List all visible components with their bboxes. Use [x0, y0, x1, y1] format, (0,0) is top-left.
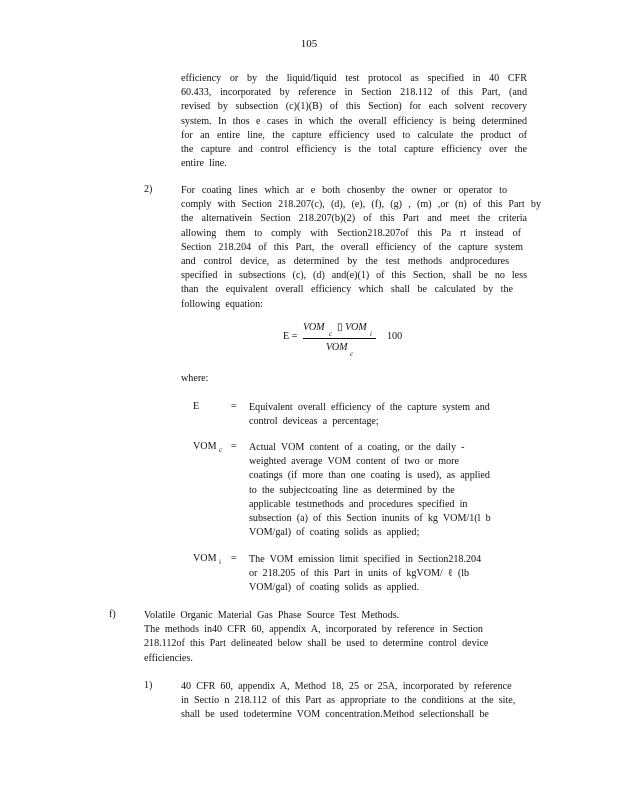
text-line: control deviceas a percentage;	[249, 416, 379, 428]
text-line: 60.433, incorporated by reference in Section 218.112 of this Part, (and	[181, 87, 527, 99]
definition-text	[249, 441, 491, 540]
equation-lhs: E =	[283, 331, 298, 342]
text-line: The VOM emission limit specified in Section218.204	[249, 554, 482, 565]
definition-text	[249, 553, 481, 596]
text-line: efficiency or by the liquid/liquid test protocol as specified in 40 CFR	[181, 73, 527, 84]
text-line: shall be used todetermine VOM concentration.Method selectionshall be	[181, 709, 489, 721]
text-line: specified in subsections (c), (d) and(e)(1) of this Section, shall be no less	[181, 270, 527, 282]
text-line: The methods in40 CFR 60, appendix A, incorporated by reference in Section	[144, 624, 483, 636]
equation-denominator-sub: c	[350, 350, 354, 358]
text-line: revised by subsection (c)(1)(B) of this Section) for each solvent recovery	[181, 101, 527, 113]
definition-equals: =	[231, 441, 237, 452]
text-line: subsection (a) of this Section inunits of kg VOM/1(l b	[249, 513, 491, 525]
definition-symbol: VOM	[193, 553, 217, 564]
text-line: Actual VOM content of a coating, or the daily -	[249, 442, 465, 453]
item-1-marker: 1)	[144, 680, 153, 691]
text-line: entire line.	[181, 158, 227, 170]
definition-equals: =	[231, 401, 237, 412]
text-line: following equation:	[181, 298, 263, 310]
definition-symbol: E	[193, 401, 200, 412]
text-line: system. In thos e cases in which the overall efficiency is being determined	[181, 115, 527, 127]
text-line: For coating lines which ar e both chosenby the owner or operator to	[181, 185, 507, 196]
definition-symbol: VOM	[193, 441, 217, 452]
definition-equals: =	[231, 553, 237, 564]
text-line: the alternativein Section 218.207(b)(2) of this Part and meet the criteria	[181, 213, 527, 225]
item-2-marker: 2)	[144, 184, 153, 195]
item-f-marker: f)	[109, 609, 116, 620]
text-line: efficiencies.	[144, 652, 193, 664]
definition-symbol-sub: i	[219, 558, 221, 566]
equation-multiplier: 100	[387, 331, 403, 342]
page-number: 105	[300, 38, 318, 50]
text-line: Section 218.204 of this Part, the overall efficiency of the capture system	[181, 241, 523, 253]
text-line: VOM/gal) of coating solids as applied;	[249, 527, 420, 539]
text-line: to the subjectcoating line as determined by the	[249, 484, 455, 496]
continuation-paragraph	[181, 72, 527, 171]
text-line: VOM/gal) of coating solids as applied.	[249, 582, 419, 594]
text-line: applicable testmethods and procedures specified in	[249, 498, 468, 510]
text-line: weighted average VOM content of two or more	[249, 456, 460, 468]
equation-numerator-vom: VOM	[303, 322, 325, 333]
item-2-paragraph	[181, 184, 541, 312]
item-f-paragraph	[144, 609, 524, 666]
text-line: or 218.205 of this Part in units of kgVOM/ ℓ (lb	[249, 568, 470, 580]
text-line: than the equivalent overall efficiency which shall be calculated by the	[181, 284, 513, 296]
where-label: where:	[181, 373, 209, 384]
definition-symbol-sub: c	[219, 446, 223, 454]
equation-numerator-sub: c	[329, 330, 333, 338]
equation-numerator-sub-i: i	[370, 330, 372, 338]
text-line: the capture and control efficiency is the total capture efficiency over the	[181, 144, 527, 156]
text-line: for an entire line, the capture efficiency used to calculate the product of	[181, 129, 527, 141]
text-line: Equivalent overall efficiency of the capture system and	[249, 402, 490, 413]
definition-text	[249, 401, 490, 429]
text-line: in Sectio n 218.112 of this Part as appropriate to the conditions at the site,	[181, 695, 516, 707]
item-1-paragraph	[181, 680, 527, 723]
text-line: allowing them to comply with Section218.207of this Pa rt instead of	[181, 227, 521, 239]
text-line: 40 CFR 60, appendix A, Method 18, 25 or 25A, incorporated by reference	[181, 681, 512, 692]
text-line: coatings (if more than one coating is used), as applied	[249, 470, 490, 482]
fraction-bar	[303, 338, 376, 339]
text-line: Volatile Organic Material Gas Phase Source Test Methods.	[144, 610, 400, 621]
equation-denominator: VOM	[326, 342, 348, 353]
equation-numerator-op: ▯ VOM	[337, 322, 367, 333]
text-line: and control device, as determined by the test methods andprocedures	[181, 256, 509, 268]
text-line: 218.112of this Part delineated below shall be used to determine control device	[144, 638, 489, 650]
text-line: comply with Section 218.207(c), (d), (e), (f), (g) , (m) ,or (n) of this Part by	[181, 199, 541, 211]
